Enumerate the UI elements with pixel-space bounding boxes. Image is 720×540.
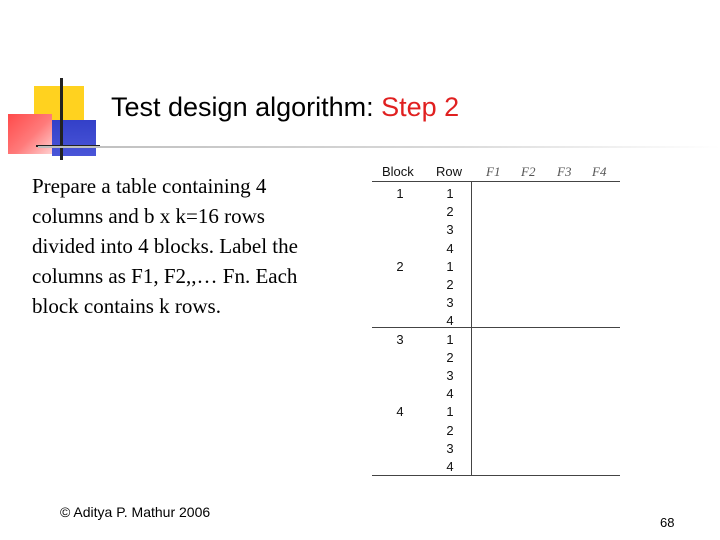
header-f4: F4 xyxy=(592,164,607,179)
row-number: 2 xyxy=(446,277,454,292)
row-number: 1 xyxy=(446,404,454,420)
header-f2: F2 xyxy=(521,164,536,179)
block-divider-rule xyxy=(372,327,620,328)
row-number: 2 xyxy=(446,422,454,438)
block-label: 1 xyxy=(396,186,404,201)
slide-title xyxy=(111,92,459,123)
row-number: 2 xyxy=(446,204,454,220)
header-block: Block xyxy=(382,164,414,179)
row-number: 3 xyxy=(446,222,454,238)
block-label: 4 xyxy=(396,404,404,420)
column-divider xyxy=(471,182,472,476)
page-number: 68 xyxy=(660,515,675,530)
header-f3: F3 xyxy=(557,164,572,179)
row-number: 3 xyxy=(446,295,454,311)
row-number: 4 xyxy=(446,313,454,329)
title-underline xyxy=(38,146,720,148)
row-number: 1 xyxy=(446,186,454,201)
slide-logo xyxy=(0,0,110,170)
bottom-rule xyxy=(372,475,620,476)
header-rule xyxy=(372,181,620,182)
footer-copyright: © Aditya P. Mathur 2006 xyxy=(60,504,211,520)
logo-red-square xyxy=(8,114,52,154)
block-label: 3 xyxy=(396,331,404,347)
row-number: 3 xyxy=(446,440,454,456)
block-design-table xyxy=(372,160,620,476)
row-number: 4 xyxy=(446,240,454,256)
logo-blue-square xyxy=(52,120,96,156)
slide-body-text: Prepare a table containing 4 columns and b x k=16 rows divided into 4 blocks. Label the columns as F1, F2,,… Fn. Each block contains k rows. xyxy=(32,174,298,318)
row-number: 1 xyxy=(446,258,454,274)
row-number: 4 xyxy=(446,386,454,402)
header-f1: F1 xyxy=(486,164,501,179)
row-number: 3 xyxy=(446,368,454,383)
block-label: 2 xyxy=(396,258,404,274)
row-number: 1 xyxy=(446,331,454,347)
row-number: 4 xyxy=(446,459,454,474)
title-main: Test design algorithm: xyxy=(111,92,382,122)
header-row: Row xyxy=(436,164,463,179)
row-number: 2 xyxy=(446,349,454,365)
title-accent: Step 2 xyxy=(381,92,460,122)
